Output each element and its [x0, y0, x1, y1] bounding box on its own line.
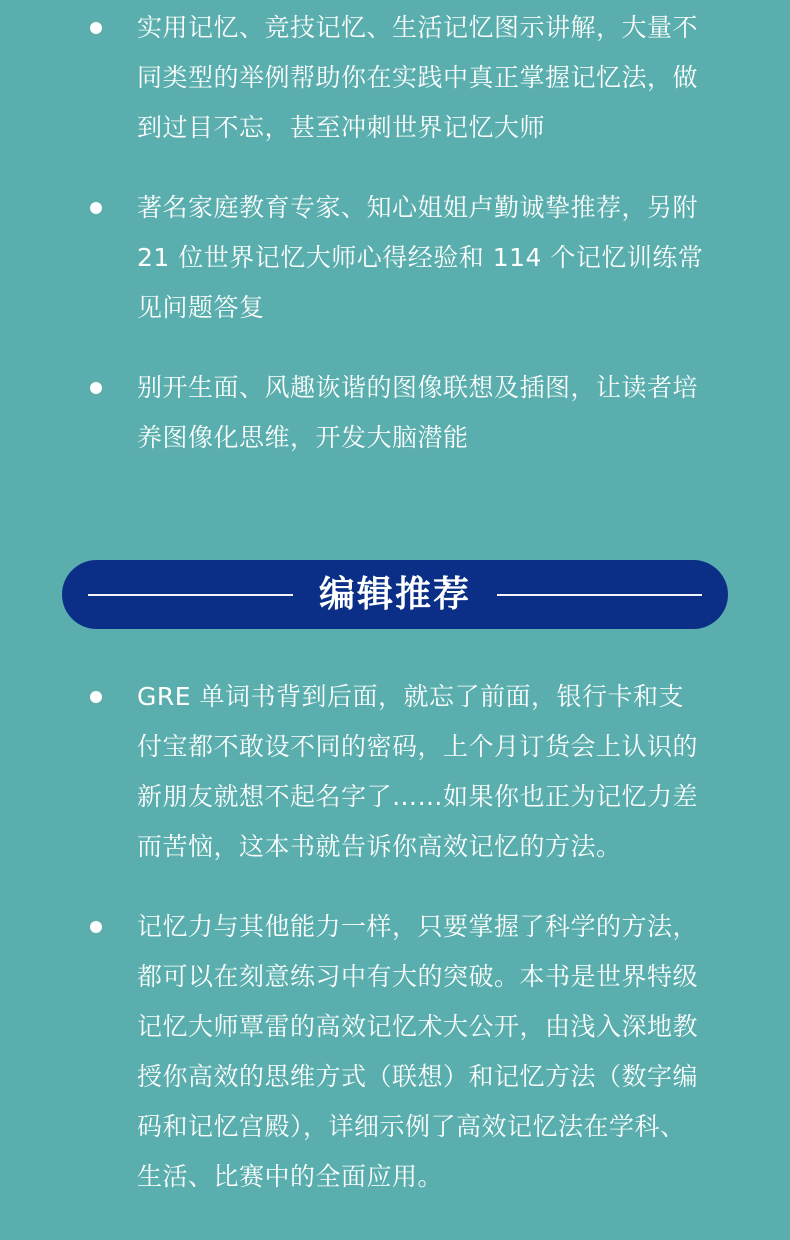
bullet-dot-icon — [90, 921, 102, 933]
list-item — [0, 3, 790, 153]
list-item — [0, 902, 790, 1202]
banner-divider-left — [88, 594, 293, 596]
section-title: 编辑推荐 — [318, 574, 471, 615]
feature-text: 著名家庭教育专家、知心姐姐卢勤诚挚推荐，另附 21 位世界记忆大师心得经验和 114 个记忆训练常见问题答复 — [137, 193, 704, 322]
recommendation-text: GRE 单词书背到后面，就忘了前面，银行卡和支付宝都不敢设不同的密码，上个月订货会上认识的新朋友就想不起名字了……如果你也正为记忆力差而苦恼，这本书就告诉你高效记忆的方法。 — [137, 682, 699, 861]
feature-text: 别开生面、风趣诙谐的图像联想及插图，让读者培养图像化思维，开发大脑潜能 — [137, 373, 699, 452]
banner-divider-right — [497, 594, 702, 596]
recommendation-list — [0, 672, 790, 1202]
list-item — [0, 183, 790, 333]
list-item — [0, 672, 790, 872]
list-item — [0, 363, 790, 463]
bullet-dot-icon — [90, 382, 102, 394]
bullet-dot-icon — [90, 691, 102, 703]
bullet-dot-icon — [90, 202, 102, 214]
bullet-dot-icon — [90, 22, 102, 34]
section-banner — [62, 560, 728, 629]
recommendation-text: 记忆力与其他能力一样，只要掌握了科学的方法，都可以在刻意练习中有大的突破。本书是世界特级记忆大师覃雷的高效记忆术大公开，由浅入深地教授你高效的思维方式（联想）和记忆方法（数字编码和记忆宫殿），详细示例了高效记忆法在学科、生活、比赛中的全面应用。 — [137, 912, 699, 1191]
feature-list — [0, 3, 790, 463]
feature-text: 实用记忆、竞技记忆、生活记忆图示讲解，大量不同类型的举例帮助你在实践中真正掌握记忆法，做到过目不忘，甚至冲刺世界记忆大师 — [137, 13, 699, 142]
